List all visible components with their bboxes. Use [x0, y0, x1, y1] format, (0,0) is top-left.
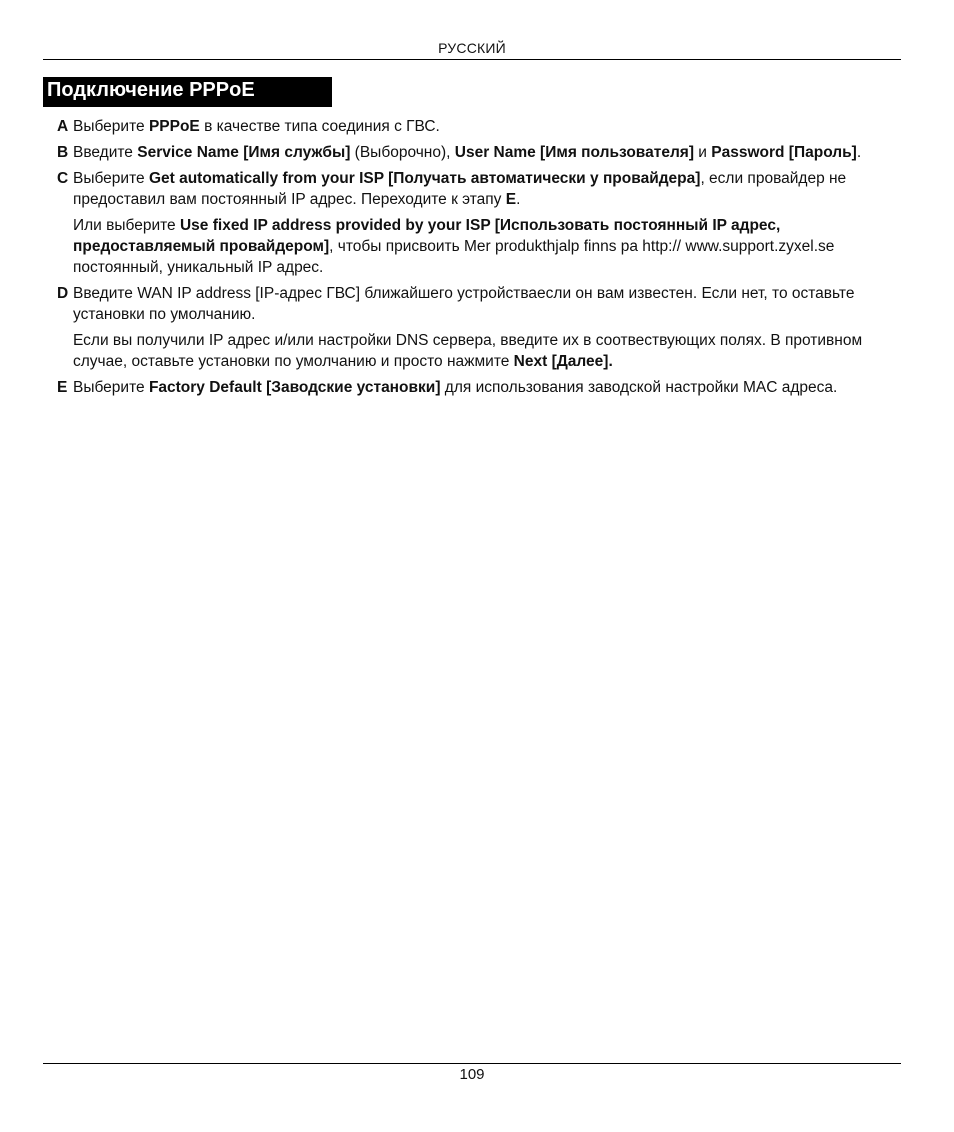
- text-run: Выберите: [73, 170, 149, 187]
- bold-run: PPPoE: [148, 118, 200, 135]
- bold-run: Next [Далее].: [513, 353, 613, 370]
- text-run: .: [856, 144, 862, 161]
- instruction-list: [57, 116, 902, 403]
- step-e: [57, 377, 902, 398]
- step-letter: A: [57, 118, 69, 135]
- text-run: для использования заводской настройки MAC адреса.: [440, 379, 838, 396]
- step-d: [57, 283, 902, 372]
- text-run: Введите: [73, 144, 138, 161]
- text-run: в качестве типа соединия с ГВС.: [199, 118, 440, 135]
- section-title: Подключение PPPoE: [43, 77, 332, 107]
- bold-run: Use fixed IP address provided by your ISP [Использовать постоянный IP адрес, предоставляемый провайдером]: [73, 217, 781, 255]
- step-text: [73, 168, 902, 210]
- text-run: , чтобы присвоить Mer produkthjalp finns pa http:// www.support.zyxel.se постоянный, уникальный IP адрес.: [73, 238, 835, 276]
- step-text: [73, 142, 902, 163]
- bold-run: Factory Default [Заводские установки]: [148, 379, 441, 396]
- text-run: и: [694, 144, 712, 161]
- bold-run: Password [Пароль]: [711, 144, 857, 161]
- step-text-alt: [73, 215, 902, 278]
- text-run: Введите WAN IP address [IP-адрес ГВС] ближайшего устройстваесли он вам известен. Если нет, то оставьте установки по умолчанию.: [73, 285, 855, 323]
- step-letter: B: [57, 144, 69, 161]
- step-letter: C: [57, 170, 69, 187]
- text-run: (Выборочно),: [350, 144, 455, 161]
- text-run: Выберите: [73, 379, 149, 396]
- text-run: Выберите: [73, 118, 149, 135]
- step-a: [57, 116, 902, 137]
- step-text: [73, 283, 902, 325]
- text-run: Или выберите: [73, 217, 180, 234]
- step-letter: D: [57, 285, 69, 302]
- step-letter: E: [57, 379, 68, 396]
- step-text-alt: [73, 330, 902, 372]
- text-run: Если вы получили IP адрес и/или настройки DNS сервера, введите их в соотвествующих полях. В противном случае, оставьте установки по умолчанию и просто нажмите: [73, 332, 863, 370]
- bold-run: Service Name [Имя службы]: [137, 144, 351, 161]
- step-text: [73, 116, 902, 137]
- page-number: 109: [459, 1066, 485, 1083]
- bold-run: Get automatically from your ISP [Получать автоматически у провайдера]: [148, 170, 701, 187]
- bold-run: E: [505, 191, 517, 208]
- step-text: [73, 377, 902, 398]
- header-divider: [43, 59, 901, 60]
- step-b: [57, 142, 902, 163]
- text-run: .: [516, 191, 521, 208]
- bold-run: User Name [Имя пользователя]: [454, 144, 694, 161]
- step-c: [57, 168, 902, 278]
- header-language: РУССКИЙ: [438, 40, 506, 56]
- footer-divider: [43, 1063, 901, 1064]
- text-run: , если провайдер не предоставил вам постоянный IP адрес. Переходите к этапу: [73, 170, 847, 208]
